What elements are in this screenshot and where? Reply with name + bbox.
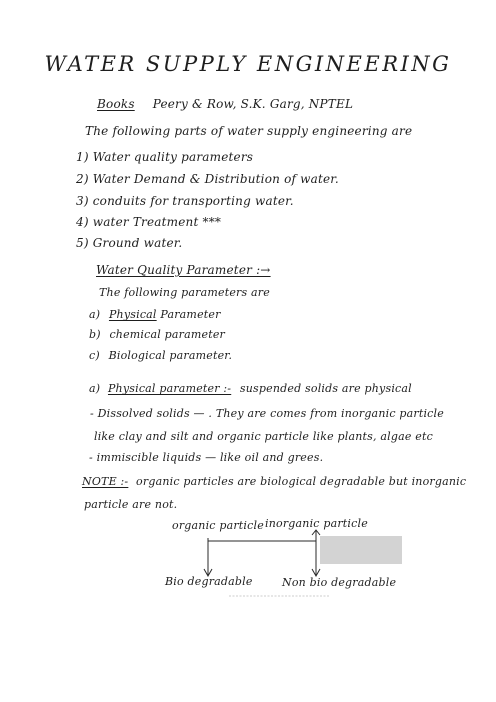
note-line-2: particle are not. <box>84 498 178 511</box>
wqp-item-marker: b) <box>89 328 101 341</box>
intro-line: The following parts of water supply engineering are <box>85 124 413 138</box>
physical-text-1: suspended solids are physical <box>239 382 412 395</box>
wqp-item-marker: c) <box>89 349 100 362</box>
non-bio-degradable-label: Non bio degradable <box>282 576 397 589</box>
note-text-1: organic particles are biological degradable but inorganic <box>136 475 467 488</box>
bio-degradable-label: Bio degradable <box>165 575 253 588</box>
part-item-2: 2) Water Demand & Distribution of water. <box>76 172 339 186</box>
physical-line-3: like clay and silt and organic particle like plants, algae etc <box>94 430 433 443</box>
part-item-4: 4) water Treatment *** <box>76 215 222 229</box>
books-label: Books <box>97 97 135 111</box>
organic-particle-label: organic particle <box>172 519 264 532</box>
physical-marker: a) <box>89 382 101 395</box>
inorganic-particle-label: inorganic particle <box>265 517 368 530</box>
books-text: Peery & Row, S.K. Garg, NPTEL <box>152 97 354 111</box>
wqp-item-rest: Biological parameter. <box>108 349 233 362</box>
page-title: WATER SUPPLY ENGINEERING <box>44 52 452 76</box>
wqp-item-label: Physical <box>108 308 157 321</box>
wqp-intro: The following parameters are <box>99 286 270 299</box>
wqp-heading-text: Water Quality Parameter :→ <box>96 263 271 277</box>
part-item-5: 5) Ground water. <box>76 236 183 250</box>
physical-line-2: - Dissolved solids — . They are comes from inorganic particle <box>90 407 444 420</box>
part-item-1: 1) Water quality parameters <box>76 150 254 164</box>
note-label: NOTE :- <box>82 475 129 488</box>
wqp-item-rest: chemical parameter <box>109 328 226 341</box>
physical-line-4: - immiscible liquids — like oil and grees. <box>89 451 324 464</box>
wqp-item-rest: Parameter <box>156 308 221 321</box>
redaction-box <box>320 536 402 564</box>
physical-heading: Physical parameter :- <box>107 382 232 395</box>
part-item-3: 3) conduits for transporting water. <box>76 194 294 208</box>
wqp-item-marker: a) <box>89 308 101 321</box>
